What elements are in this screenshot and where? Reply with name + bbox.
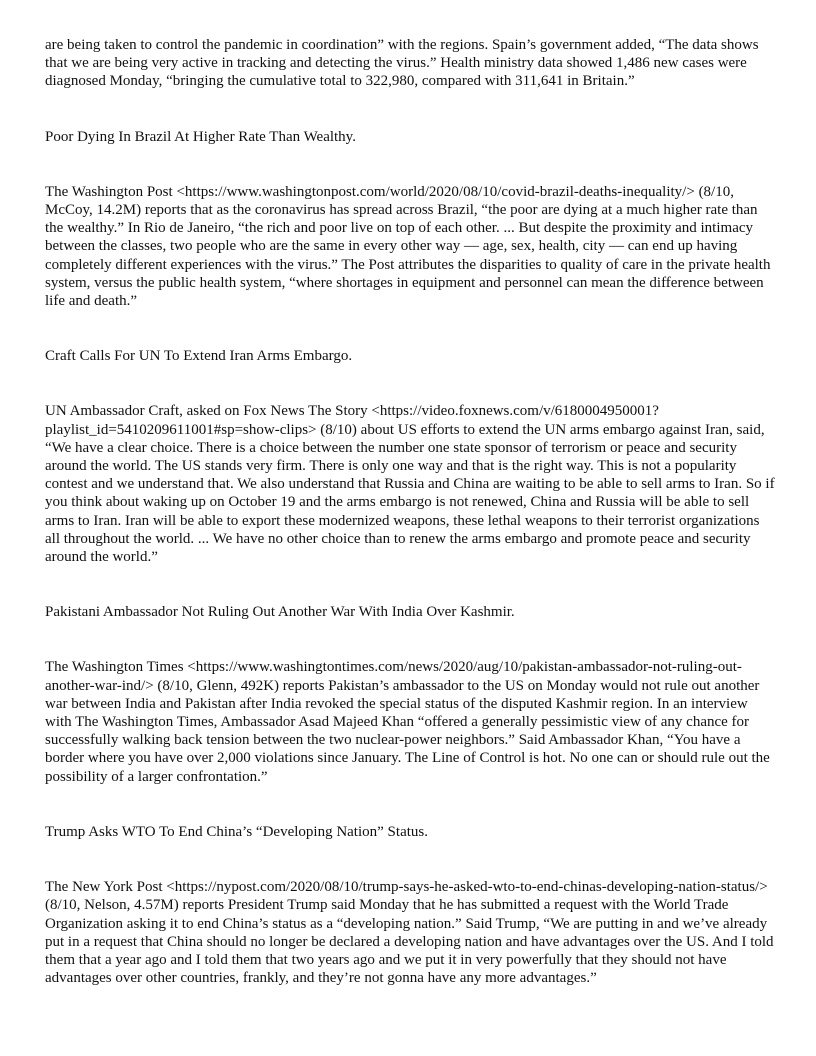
- paragraph-text: (8/10, McCoy, 14.2M) reports that as the coronavirus has spread across Brazil, “the poor are dying at a much higher rate than the wealthy.” In Rio de Janeiro, “the rich and poor live on top of each other. ... But despite the proximity and intimacy between the classes, two people who are the same in every other way — age, sex, health, city — can end up having completely different experiences with the virus.” The Post attributes the disparities to quality of care in the private health system, versus the public health system, “where shortages in equipment and personnel can mean the difference between life and death.”: [45, 183, 771, 310]
- heading-brazil: [45, 128, 775, 146]
- source-link[interactable]: <https://www.washingtontimes.com/news/2020/aug/10/pakistan-ambassador-not-ruling-out-another-war-ind/>: [45, 659, 742, 694]
- heading-text: Craft Calls For UN To Extend Iran Arms Embargo.: [45, 348, 353, 365]
- paragraph-brazil: [45, 183, 775, 310]
- heading-text: Poor Dying In Brazil At Higher Rate Than Wealthy.: [45, 128, 356, 145]
- heading-text: Pakistani Ambassador Not Ruling Out Another War With India Over Kashmir.: [45, 604, 515, 621]
- source-name: The Washington Times: [45, 659, 184, 676]
- source-link[interactable]: <https://video.foxnews.com/v/6180004950001?playlist_id=5410209611001#sp=show-clips>: [45, 403, 659, 438]
- heading-text: Trump Asks WTO To End China’s “Developing Nation” Status.: [45, 823, 428, 840]
- source-link[interactable]: <https://nypost.com/2020/08/10/trump-says-he-asked-wto-to-end-chinas-developing-nation-status/>: [166, 879, 768, 896]
- paragraph-text: are being taken to control the pandemic in coordination” with the regions. Spain’s government added, “The data shows that we are being very active in tracking and detecting the virus.” Health ministry data showed 1,486 new cases were diagnosed Monday, “bringing the cumulative total to 322,980, compared with 311,641 in Britain.”: [45, 37, 759, 90]
- paragraph-text: (8/10) about US efforts to extend the UN arms embargo against Iran, said, “We have a clear choice. There is a choice between the number one state sponsor of terrorism or peace and security around the world. The US stands very firm. There is only one way and that is the right way. This is not a popularity contest and we understand that. We also understand that Russia and China are waiting to be able to sell arms to Iran. So if you think about waking up on October 19 and the arms embargo is not renewed, China and Russia will be able to sell arms to Iran. Iran will be able to export these modernized weapons, these lethal weapons to their terrorist organizations all throughout the world. ... We have no other choice than to renew the arms embargo and promote peace and security around the world.”: [45, 421, 775, 566]
- source-name: UN Ambassador Craft, asked on Fox News The Story: [45, 403, 368, 420]
- heading-iran: [45, 347, 775, 365]
- heading-kashmir: [45, 603, 775, 621]
- document-page: [45, 36, 775, 1024]
- paragraph-text: (8/10, Nelson, 4.57M) reports President Trump said Monday that he has submitted a request with the World Trade Organization asking it to end China’s status as a “developing nation.” Said Trump, “We are putting in and we’ve already put in a request that China should no longer be declared a developing nation and have advantages over the US. And I told them that a year ago and I told them that two years ago and we put it in very powerfully that they should not have advantages over other countries, frankly, and they’re not gonna have any more advantages.”: [45, 897, 774, 987]
- paragraph-iran: [45, 402, 775, 566]
- source-name: The Washington Post: [45, 183, 173, 200]
- source-link[interactable]: <https://www.washingtonpost.com/world/2020/08/10/covid-brazil-deaths-inequality/>: [176, 183, 695, 200]
- heading-wto: [45, 823, 775, 841]
- paragraph-text: (8/10, Glenn, 492K) reports Pakistan’s ambassador to the US on Monday would not rule out another war between India and Pakistan after India revoked the special status of the disputed Kashmir region. In an interview with The Washington Times, Ambassador Asad Majeed Khan “offered a generally pessimistic view of any chance for successfully walking back tension between the two nuclear-power neighbors.” Said Ambassador Khan, “You have a border where you have over 2,000 violations since January. The Line of Control is hot. No one can or should rule out the possibility of a larger confrontation.”: [45, 677, 770, 785]
- source-name: The New York Post: [45, 879, 163, 896]
- paragraph-wto: [45, 878, 775, 987]
- paragraph-kashmir: [45, 658, 775, 785]
- paragraph-spain-data: [45, 36, 775, 91]
